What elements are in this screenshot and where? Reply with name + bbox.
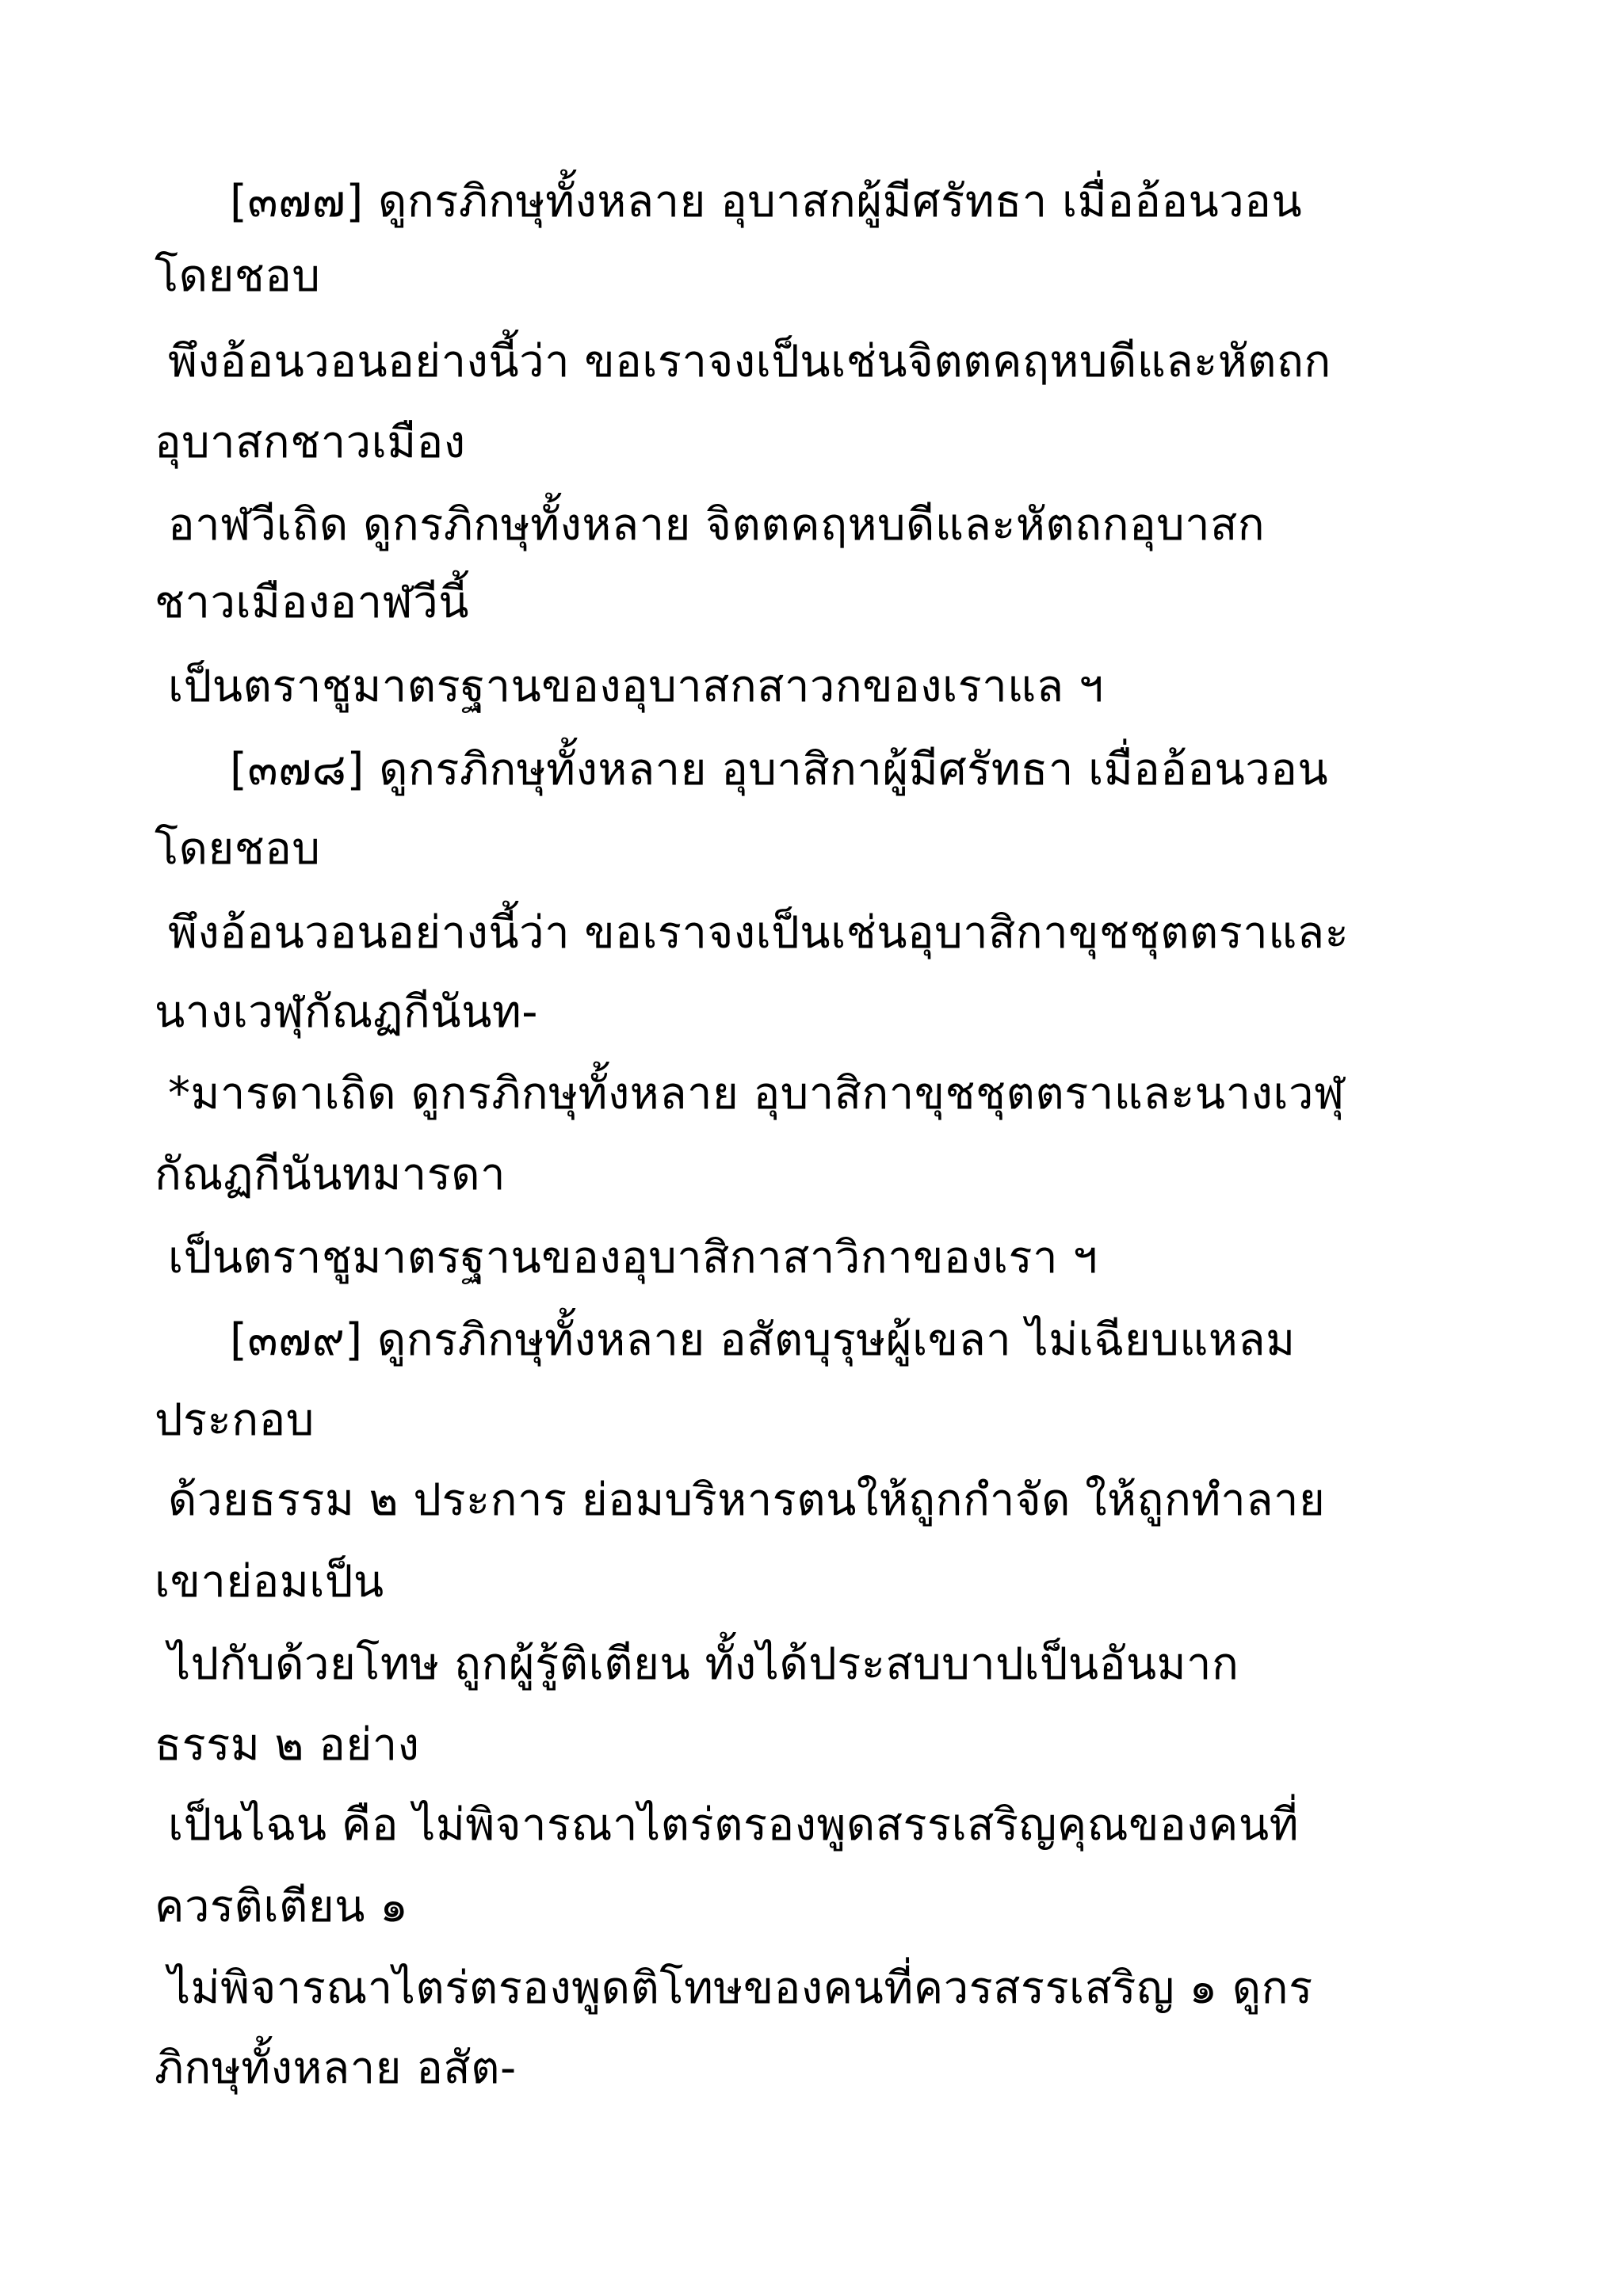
text-line: [๓๗๙] ดูกรภิกษุทั้งหลาย อสัตบุรุษผู้เขลา ไม่เฉียบแหลม [230, 1314, 1296, 1366]
text-line: [๓๗๘] ดูกรภิกษุทั้งหลาย อุบาสิกาผู้มีศรัทธา เมื่ออ้อนวอน [230, 744, 1329, 795]
text-line: พึงอ้อนวอนอย่างนี้ว่า ขอเราจงเป็นเช่นจิตตคฤหบดีและหัตถก [168, 336, 1331, 387]
text-line: ควรติเตียน ๑ [155, 1881, 409, 1932]
text-line: ภิกษุทั้งหลาย อสัต- [155, 2042, 517, 2094]
text-line: กัณฏกีนันทมารดา [155, 1149, 506, 1200]
text-line: โดยชอบ [155, 250, 321, 302]
text-line: ด้วยธรรม ๒ ประการ ย่อมบริหารตนให้ถูกกำจัด ให้ถูกทำลาย [168, 1474, 1326, 1526]
text-line: พึงอ้อนวอนอย่างนี้ว่า ขอเราจงเป็นเช่นอุบาสิกาขุชชุตตราและ [168, 907, 1350, 959]
text-line: *มารดาเถิด ดูกรภิกษุทั้งหลาย อุบาสิกาขุชชุตตราและนางเวฬุ [168, 1068, 1345, 1119]
text-line: ประกอบ [155, 1394, 315, 1446]
text-line: เป็นตราชูมาตรฐานของอุบาสกสาวกของเราแล ฯ [168, 661, 1104, 712]
text-line: ไม่พิจารณาไตร่ตรองพูดติโทษของคนที่ควรสรรเสริญ ๑ ดูกร [168, 1962, 1313, 2014]
text-line: [๓๗๗] ดูกรภิกษุทั้งหลาย อุบาสกผู้มีศรัทธา เมื่ออ้อนวอน [230, 176, 1303, 227]
text-line: เป็นตราชูมาตรฐานของอุบาสิกาสาวิกาของเรา ฯ [168, 1232, 1098, 1283]
text-line: นางเวฬุกัณฏกีนันท- [155, 986, 538, 1038]
text-line: เป็นไฉน คือ ไม่พิจารณาไตร่ตรองพูดสรรเสริญคุณของคนที่ [168, 1799, 1300, 1851]
text-line: อุบาสกชาวเมือง [155, 417, 466, 468]
text-line: ชาวเมืองอาฬวีนี้ [155, 577, 470, 628]
text-line: เขาย่อมเป็น [155, 1556, 384, 1608]
text-line: ธรรม ๒ อย่าง [155, 1719, 420, 1771]
text-line: โดยชอบ [155, 823, 321, 875]
text-line: ไปกับด้วยโทษ ถูกผู้รู้ติเตียน ทั้งได้ประสบบาปเป็นอันมาก [168, 1638, 1239, 1690]
text-line: อาฬวีเถิด ดูกรภิกษุทั้งหลาย จิตตคฤหบดีและหัตถกอุบาสก [168, 499, 1266, 551]
